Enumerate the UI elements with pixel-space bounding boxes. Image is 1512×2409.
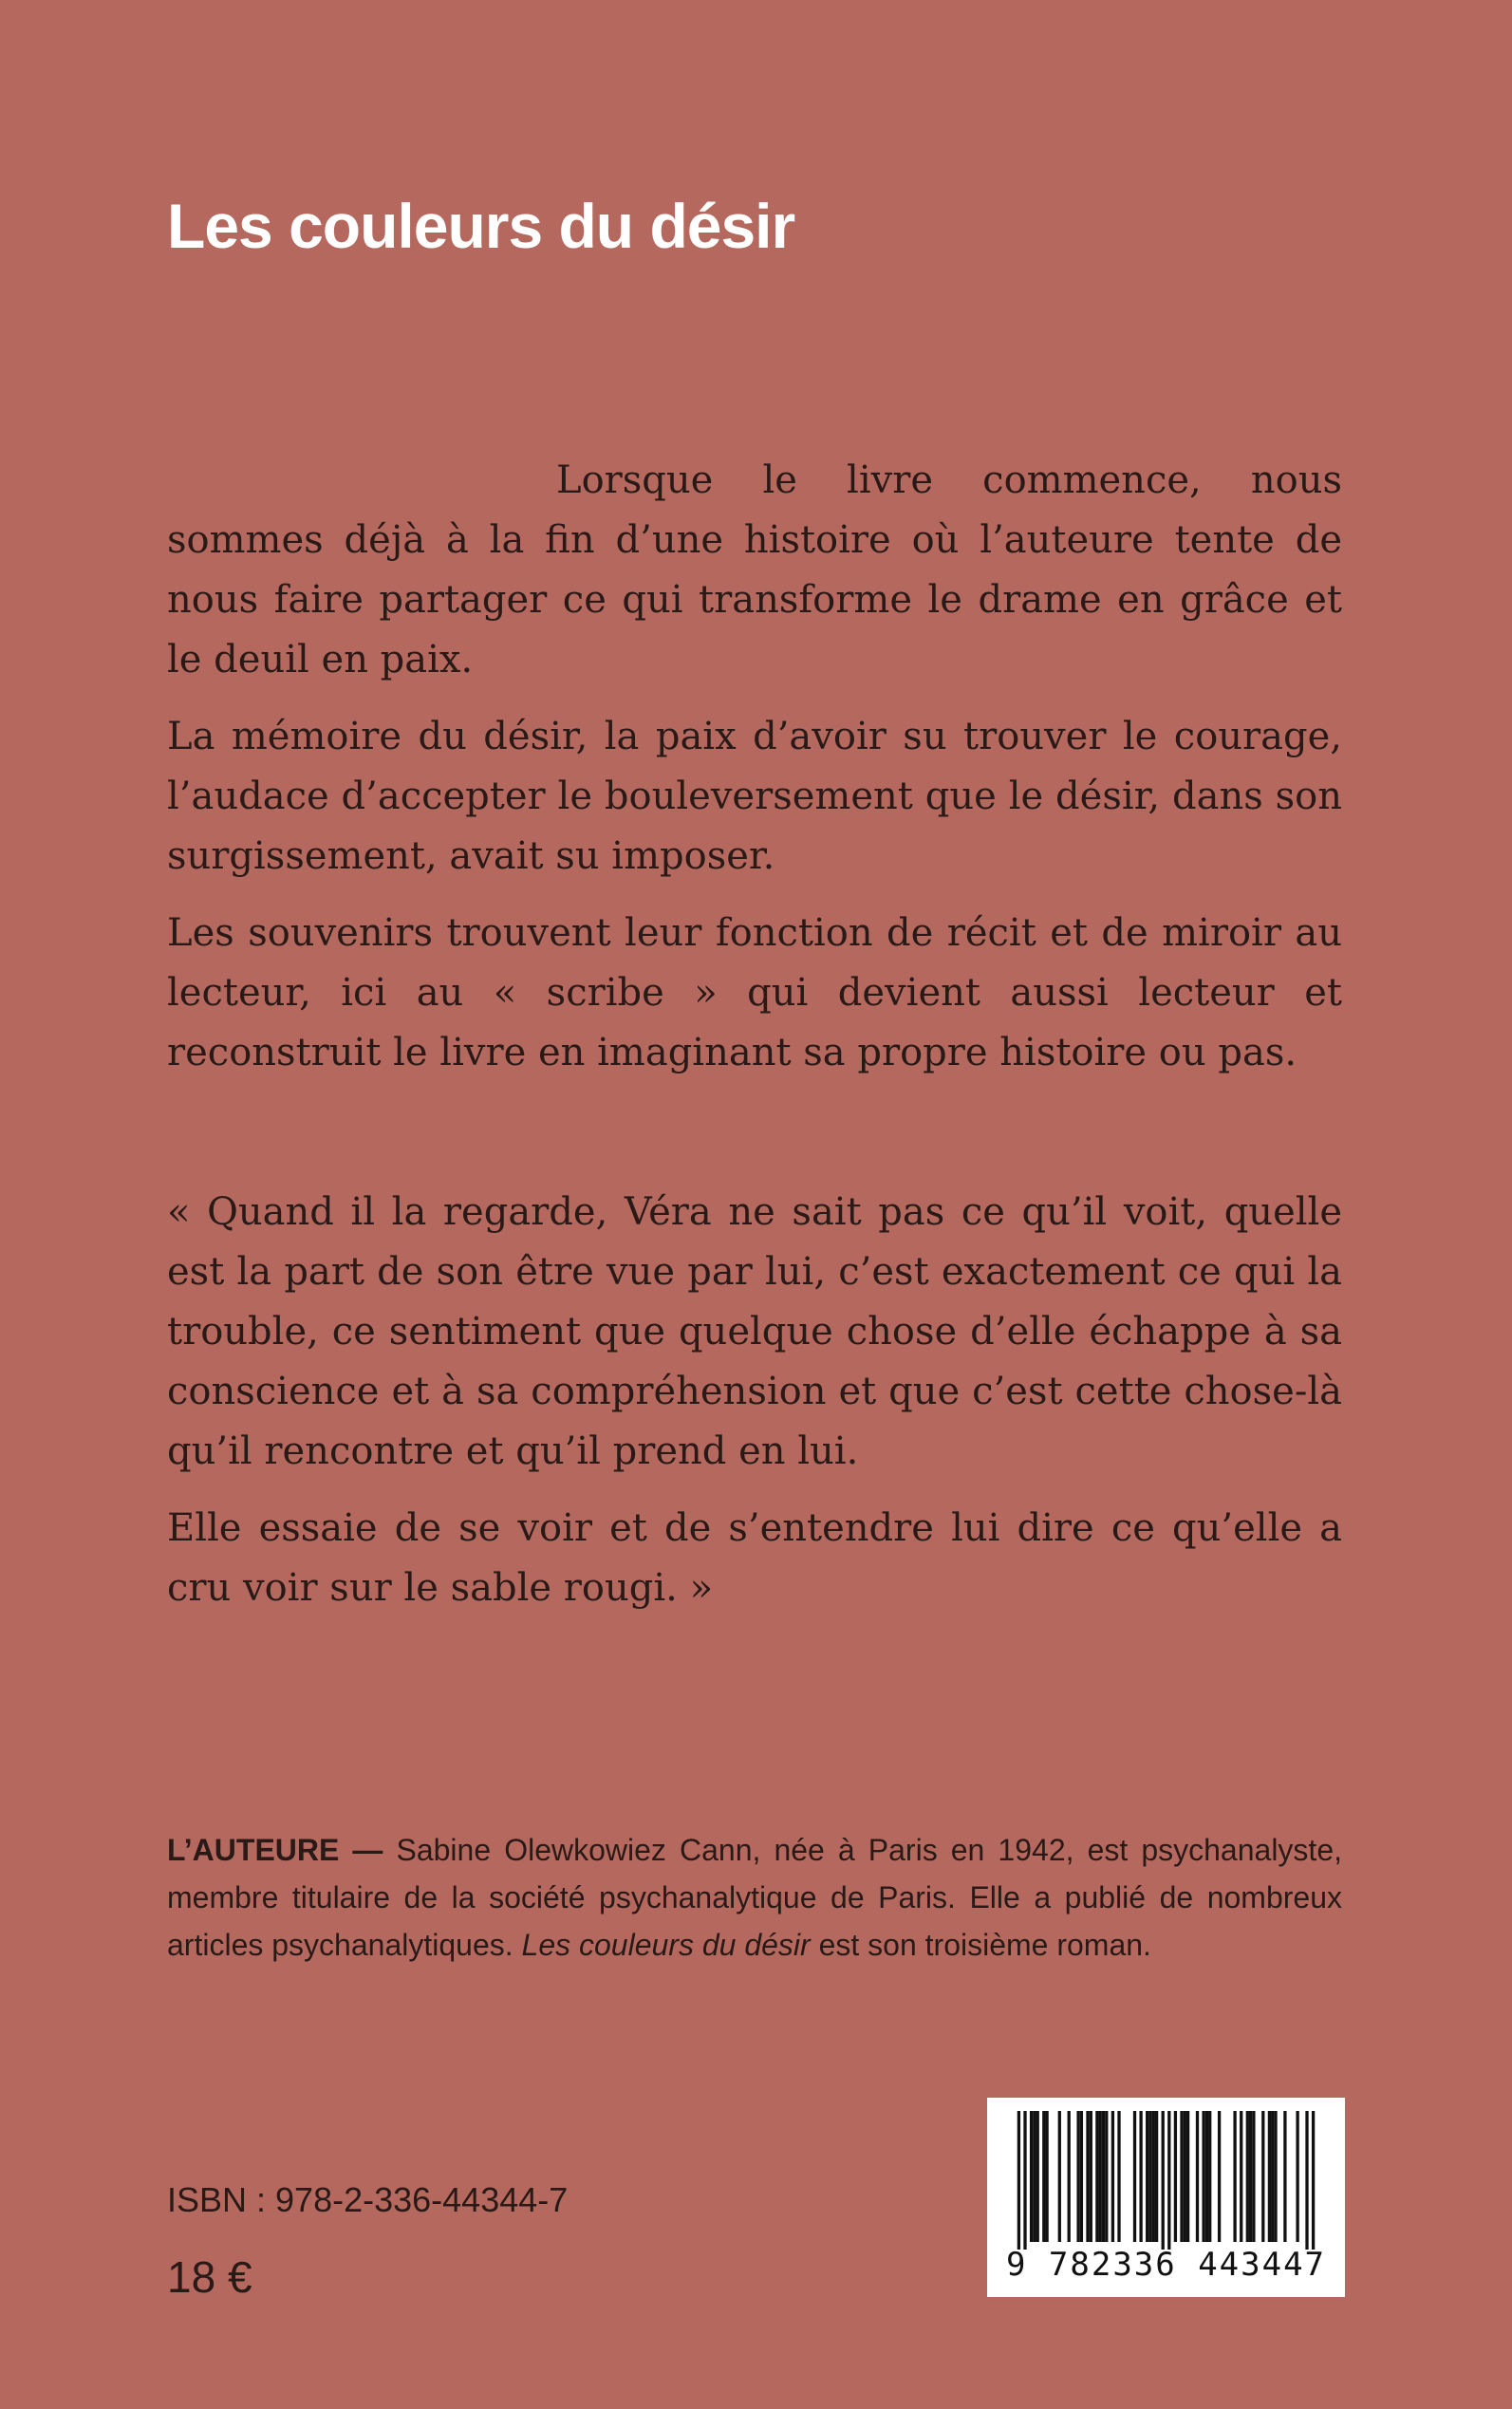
barcode-bar	[1162, 2111, 1165, 2250]
barcode-bar	[1196, 2111, 1199, 2242]
description-paragraph-1: Lorsque le livre commence, nous sommes déjà à la fin d’une histoire où l’auteure tente de nous faire partager ce qui transforme le drame en grâce et le deuil en paix.	[167, 458, 1342, 682]
barcode-bars	[987, 2098, 1345, 2250]
barcode-bar	[1271, 2111, 1274, 2242]
author-bio-text: Sabine Olewkowiez Cann, née à Paris en 1942, est psychanalyste, membre titulaire de la société psychanalytique de Paris. Elle a publié de nombreux articles psychanalytiques.	[167, 1833, 1343, 1962]
barcode-bar	[1296, 2111, 1298, 2242]
barcode-bar	[1167, 2111, 1170, 2250]
barcode-bar	[1146, 2111, 1148, 2242]
barcode-bar	[1252, 2111, 1255, 2242]
description-paragraph-3: Les souvenirs trouvent leur fonction de récit et de miroir au lecteur, ici au « scribe » qui devient aussi lecteur et reconstruit le livre en imaginant sa propre histoire ou pas.	[167, 911, 1342, 1074]
barcode-bar	[1305, 2111, 1308, 2250]
barcode-bar	[1080, 2111, 1083, 2242]
barcode-bar	[1233, 2111, 1236, 2242]
barcode-bar	[1202, 2111, 1204, 2242]
barcode-bar	[1155, 2111, 1158, 2242]
barcode-bar	[1030, 2111, 1033, 2242]
description-block	[167, 451, 1342, 1100]
barcode-bar	[1312, 2111, 1315, 2250]
barcode-bar	[1249, 2111, 1252, 2242]
barcode-bar	[1042, 2111, 1045, 2242]
author-label: L’AUTEURE —	[167, 1833, 383, 1867]
barcode-bar	[1105, 2111, 1108, 2242]
barcode-bar	[1133, 2111, 1136, 2242]
barcode-bar	[1268, 2111, 1271, 2242]
price: 18 €	[167, 2252, 252, 2302]
barcode-bar	[1261, 2111, 1264, 2242]
barcode-bar	[1068, 2111, 1071, 2242]
barcode-bar	[1086, 2111, 1089, 2242]
barcode-bar	[1017, 2111, 1020, 2250]
barcode-bar	[1076, 2111, 1079, 2242]
excerpt-paragraph-2: Elle essaie de se voir et de s’entendre lui dire ce qu’elle a cru voir sur le sable rougi. »	[167, 1506, 1342, 1610]
barcode-bar	[1099, 2111, 1102, 2242]
excerpt-paragraph-1: « Quand il la regarde, Véra ne sait pas ce qu’il voit, quelle est la part de son être vue par lui, c’est exactement ce qui la trouble, ce sentiment que quelque chose d’elle échappe à sa conscience et à sa compréhension et que c’est cette chose-là qu’il rencontre et qu’il prend en lui.	[167, 1190, 1342, 1473]
barcode-bar	[1186, 2111, 1189, 2242]
barcode-bar	[1148, 2111, 1151, 2242]
description-paragraph-2: La mémoire du désir, la paix d’avoir su trouver le courage, l’audace d’accepter le bouleversement que le désir, dans son surgissement, avait su imposer.	[167, 715, 1342, 878]
isbn: ISBN : 978-2-336-44344-7	[167, 2180, 569, 2219]
barcode-bar	[1139, 2111, 1142, 2242]
author-bio	[167, 1826, 1342, 1969]
barcode-bar	[1283, 2111, 1286, 2242]
barcode-bar	[1208, 2111, 1211, 2242]
barcode-bar	[1033, 2111, 1036, 2242]
barcode-bar	[1246, 2111, 1249, 2242]
barcode-bar	[1240, 2111, 1242, 2242]
book-title: Les couleurs du désir	[167, 191, 795, 261]
barcode-bar	[1095, 2111, 1098, 2242]
barcode-bar	[1090, 2111, 1092, 2242]
author-bio-book-title: Les couleurs du désir	[521, 1928, 811, 1962]
barcode-bar	[1058, 2111, 1061, 2242]
barcode-bar	[1102, 2111, 1105, 2242]
barcode-bar	[1180, 2111, 1183, 2242]
barcode-bar	[1152, 2111, 1155, 2242]
barcode-bar	[1184, 2111, 1186, 2242]
barcode-bar	[1117, 2111, 1120, 2242]
barcode	[987, 2098, 1345, 2297]
barcode-bar	[1036, 2111, 1039, 2242]
barcode-bar	[1023, 2111, 1026, 2250]
barcode-digits: 9 782336 443447	[1005, 2246, 1327, 2284]
barcode-bar	[1274, 2111, 1277, 2242]
barcode-bar	[1218, 2111, 1221, 2242]
excerpt-block	[167, 1183, 1342, 1635]
barcode-bar	[1174, 2111, 1177, 2242]
barcode-bar	[1205, 2111, 1208, 2242]
barcode-bar	[1111, 2111, 1114, 2242]
barcode-bar	[1045, 2111, 1048, 2242]
author-bio-text-end: est son troisième roman.	[810, 1928, 1151, 1962]
